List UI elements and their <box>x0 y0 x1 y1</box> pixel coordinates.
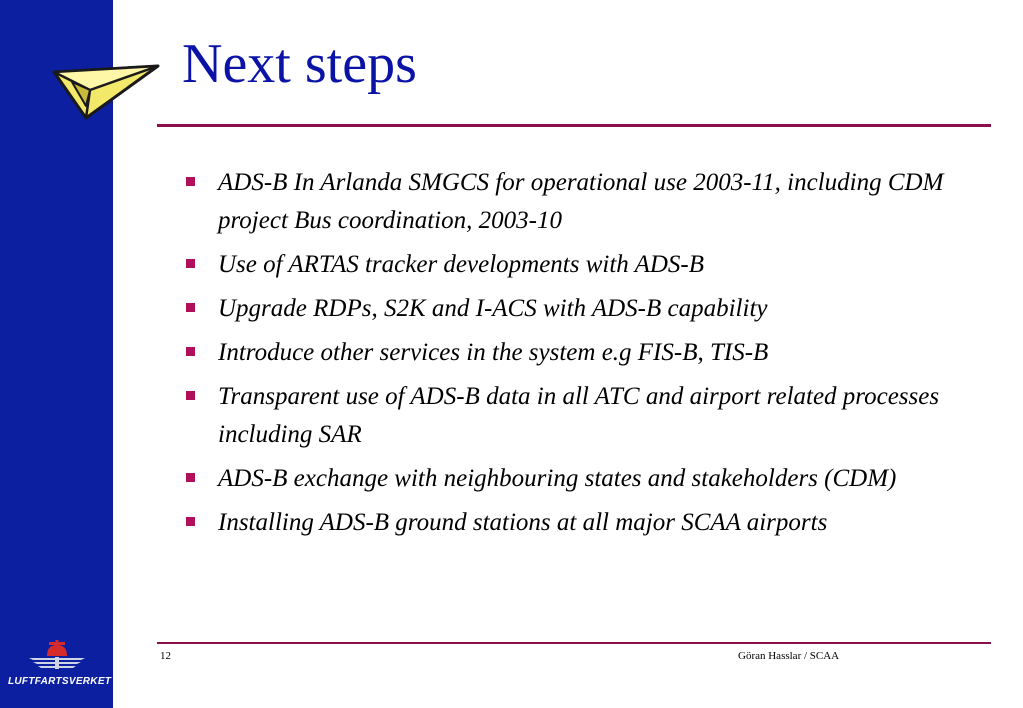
page-number: 12 <box>160 650 171 662</box>
bullet-square-icon <box>186 347 195 356</box>
bullet-text: Transparent use of ADS-B data in all ATC and airport related processes including SAR <box>218 383 940 448</box>
logo-text: LUFTFARTSVERKET <box>8 676 112 687</box>
crown-wings-logo-icon <box>27 640 87 674</box>
footer-author: Göran Hasslar / SCAA <box>738 650 840 662</box>
bullet-item <box>186 378 986 454</box>
bullet-square-icon <box>186 303 195 312</box>
bullet-item <box>186 334 986 372</box>
bullet-text: Installing ADS-B ground stations at all major SCAA airports <box>218 509 828 536</box>
bullet-text: Use of ARTAS tracker developments with ADS-B <box>218 251 705 278</box>
title-divider <box>157 124 991 127</box>
bullet-square-icon <box>186 517 195 526</box>
bullet-item <box>186 246 986 284</box>
bullet-item <box>186 290 986 328</box>
bullet-item <box>186 504 986 542</box>
bullet-text: ADS-B exchange with neighbouring states and stakeholders (CDM) <box>218 465 897 492</box>
bullet-text: Upgrade RDPs, S2K and I-ACS with ADS-B capability <box>218 295 768 322</box>
bullet-list <box>186 164 986 548</box>
bullet-item <box>186 460 986 498</box>
bullet-square-icon <box>186 177 195 186</box>
footer-divider <box>157 642 991 644</box>
paper-plane-icon <box>52 60 160 122</box>
slide-title: Next steps <box>182 33 417 95</box>
bullet-item <box>186 164 986 240</box>
bullet-text: ADS-B In Arlanda SMGCS for operational use 2003-11, including CDM project Bus coordination, 2003-10 <box>218 169 944 234</box>
luftfartsverket-logo <box>8 640 112 700</box>
bullet-square-icon <box>186 391 195 400</box>
bullet-square-icon <box>186 259 195 268</box>
bullet-text: Introduce other services in the system e.g FIS-B, TIS-B <box>218 339 769 366</box>
bullet-square-icon <box>186 473 195 482</box>
